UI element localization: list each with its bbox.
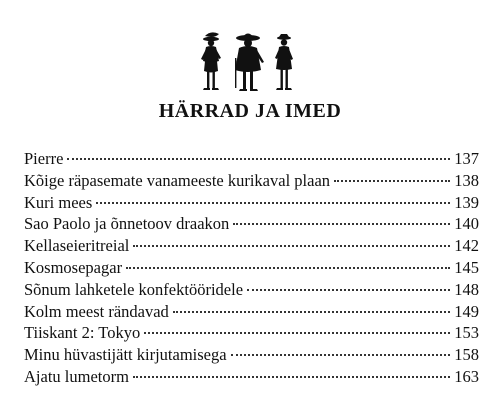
toc-entry-title: Tiiskant 2: Tokyo <box>24 323 141 343</box>
toc-entry-title: Ajatu lumetorm <box>24 366 129 386</box>
toc-entry-title: Sõnum lahketele konfektööridele <box>24 279 244 299</box>
toc-entry-page: 140 <box>454 214 479 234</box>
toc-entry <box>24 213 479 235</box>
middle-gentleman-silhouette <box>235 34 264 92</box>
toc-entry-title: Minu hüvastijätt kirjutamisega <box>24 345 227 365</box>
toc-entry-page: 139 <box>454 192 479 212</box>
table-of-contents <box>24 148 479 388</box>
toc-entry-title: Kuri mees <box>24 192 93 212</box>
dot-leader <box>144 332 450 334</box>
toc-entry <box>24 301 479 323</box>
toc-entry-page: 137 <box>454 149 479 168</box>
toc-entry-title: Sao Paolo ja õnnetoov draakon <box>24 214 230 234</box>
dot-leader <box>233 223 450 225</box>
dot-leader <box>334 180 450 182</box>
toc-entry <box>24 344 479 366</box>
toc-entry <box>24 235 479 257</box>
dot-leader <box>133 245 450 247</box>
toc-entry <box>24 257 479 279</box>
section-title: HÄRRAD JA IMED <box>158 100 342 122</box>
toc-entry-page: 149 <box>454 301 479 321</box>
right-gentleman-silhouette <box>275 34 293 90</box>
toc-entry-title: Kosmosepagar <box>24 257 123 277</box>
dot-leader <box>173 311 450 313</box>
toc-entry <box>24 170 479 192</box>
left-gentleman-silhouette <box>201 32 221 90</box>
gentlemen-silhouettes-illustration <box>195 28 305 96</box>
dot-leader <box>126 267 450 269</box>
toc-entry <box>24 148 479 170</box>
dot-leader <box>133 376 450 378</box>
dot-leader <box>67 158 450 160</box>
toc-entry <box>24 366 479 388</box>
toc-entry-page: 142 <box>454 236 479 256</box>
dot-leader <box>231 354 451 356</box>
toc-entry-page: 153 <box>454 323 479 343</box>
toc-entry <box>24 279 479 301</box>
toc-entry-title: Kolm meest rändavad <box>24 301 169 321</box>
toc-entry-page: 138 <box>454 170 479 190</box>
toc-entry-page: 148 <box>454 279 479 299</box>
toc-entry <box>24 322 479 344</box>
toc-entry-title: Pierre <box>24 149 64 168</box>
toc-entry-page: 158 <box>454 345 479 365</box>
dot-leader <box>96 202 450 204</box>
toc-entry-title: Kellaseieritreial <box>24 236 130 256</box>
toc-entry-page: 145 <box>454 257 479 277</box>
toc-entry <box>24 192 479 214</box>
toc-entry-title: Kõige räpasemate vanameeste kurikaval plaan <box>24 170 331 190</box>
dot-leader <box>247 289 450 291</box>
toc-entry-page: 163 <box>454 366 479 386</box>
